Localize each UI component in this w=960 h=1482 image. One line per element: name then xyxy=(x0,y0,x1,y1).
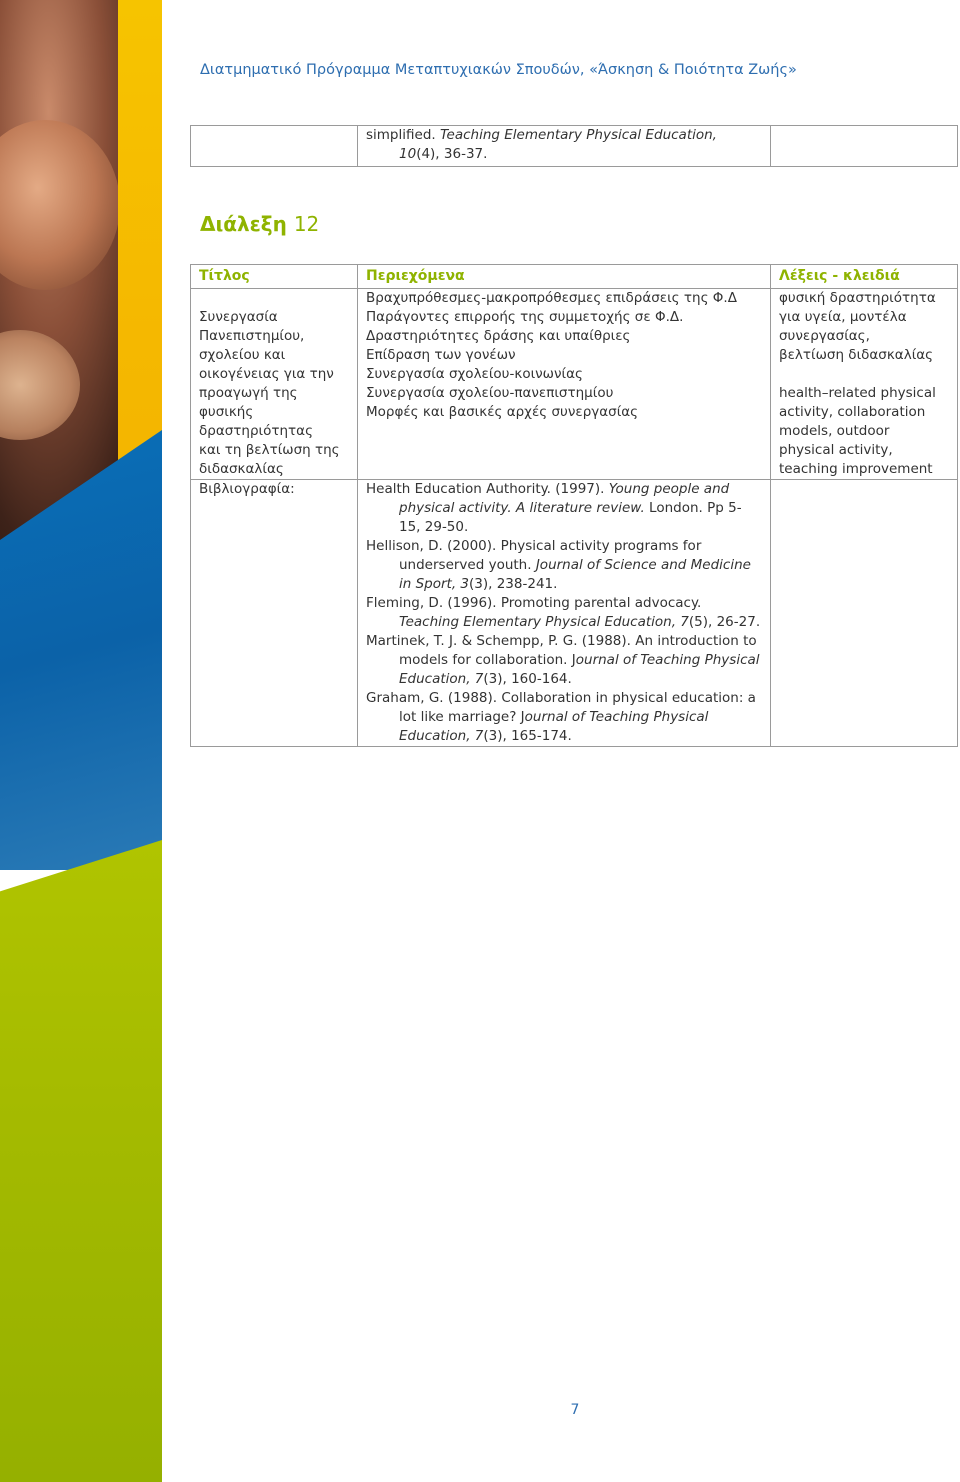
reference-item: Fleming, D. (1996). Promoting parental advocacy. Teaching Elementary Physical Education, 7(5), 26-27. xyxy=(366,595,761,630)
content-item: Παράγοντες επιρροής της συμμετοχής σε Φ.Δ. xyxy=(366,309,684,325)
contents-cell xyxy=(358,289,771,480)
reference-item: Hellison, D. (2000). Physical activity programs for underserved youth. Journal of Science and Medicine in Sport, 3(3), 238-241. xyxy=(366,538,751,592)
reference-cell xyxy=(358,126,771,167)
table-cell xyxy=(771,126,958,167)
bibliography-label: Βιβλιογραφία: xyxy=(191,480,358,747)
page-number: 7 xyxy=(570,1402,580,1418)
title-cell: Συνεργασία Πανεπιστημίου, σχολείου και οικογένειας για την προαγωγή της φυσικής δραστηριότητας και τη βελτίωση της διδασκαλίας xyxy=(191,289,358,480)
content-item: Βραχυπρόθεσμες-μακροπρόθεσμες επιδράσεις της Φ.Δ xyxy=(366,290,737,306)
reference-item: simplified. Teaching Elementary Physical Education, 10(4), 36-37. xyxy=(366,127,717,162)
lecture-table xyxy=(190,264,958,747)
header-title: Τίτλος xyxy=(191,265,358,289)
content-item: Μορφές και βασικές αρχές συνεργασίας xyxy=(366,404,639,420)
green-stripe xyxy=(0,840,162,1482)
table-cell xyxy=(191,126,358,167)
reference-item: Martinek, T. J. & Schempp, P. G. (1988). An introduction to models for collaboration. Journal of Teaching Physical Education, 7(3), 160-164. xyxy=(366,633,760,687)
previous-lecture-table-end xyxy=(190,125,958,167)
table-cell xyxy=(771,480,958,747)
keywords-cell: φυσική δραστηριότητα για υγεία, μοντέλα συνεργασίας, βελτίωση διδασκαλίας health–related physical activity, collaboration models, outdoor physical activity, teaching improvement xyxy=(771,289,958,480)
bibliography-cell xyxy=(358,480,771,747)
content-item: Δραστηριότητες δράσης και υπαίθριες xyxy=(366,328,631,344)
reference-item: Graham, G. (1988). Collaboration in physical education: a lot like marriage? Journal of Teaching Physical Education, 7(3), 165-174. xyxy=(366,690,756,744)
page-header: Διατμηματικό Πρόγραμμα Μεταπτυχιακών Σπουδών, «Άσκηση & Ποιότητα Ζωής» xyxy=(200,62,797,78)
lecture-heading: Διάλεξη 12 xyxy=(200,212,320,236)
header-content: Περιεχόμενα xyxy=(358,265,771,289)
content-item: Συνεργασία σχολείου-κοινωνίας xyxy=(366,366,583,382)
header-keywords: Λέξεις - κλειδιά xyxy=(771,265,958,289)
content-item: Συνεργασία σχολείου-πανεπιστημίου xyxy=(366,385,614,401)
reference-item: Health Education Authority. (1997). Young people and physical activity. A literature review. London. Pp 5-15, 29-50. xyxy=(366,481,742,535)
decorative-side-band xyxy=(0,0,162,1482)
content-item: Επίδραση των γονέων xyxy=(366,347,516,363)
